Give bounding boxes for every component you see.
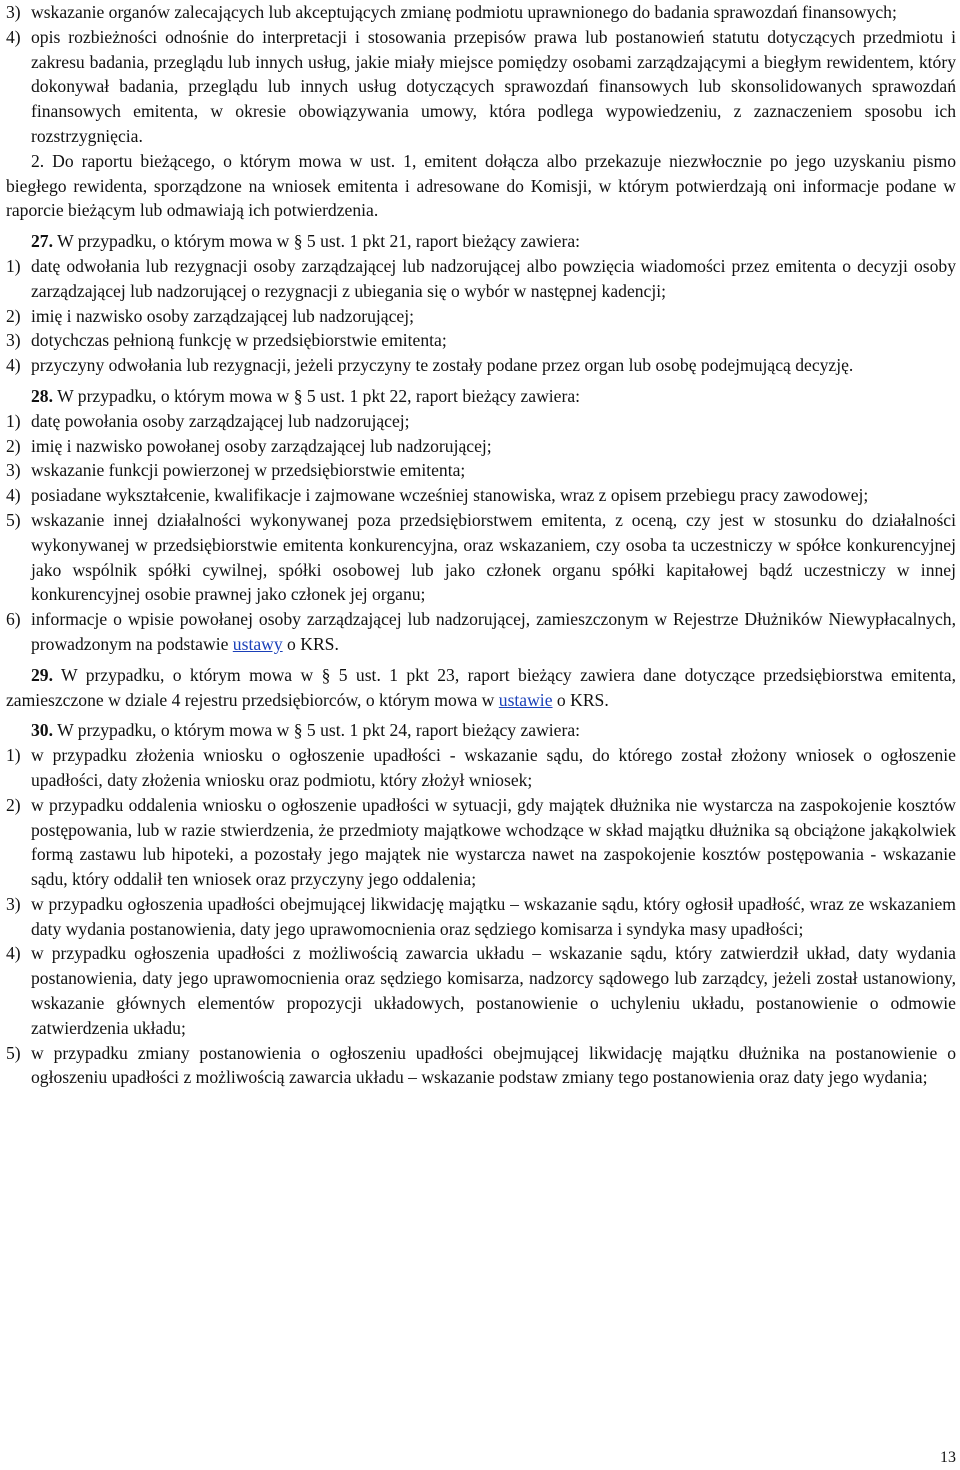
list-item-text xyxy=(31,607,956,657)
section-28 xyxy=(6,384,956,657)
list-item-text-part: informacje o wpisie powołanej osoby zarządzającej lub nadzorującej, zamieszczonym w Rejestrze Dłużników Niewypłacalnych, prowadzonym na podstawie xyxy=(31,609,956,654)
list-item-text: w przypadku złożenia wniosku o ogłoszenie upadłości - wskazanie sądu, do którego został złożony wniosek o ogłoszenie upadłości, daty złożenia wniosku oraz podmiotu, który złożył wniosek; xyxy=(31,745,956,790)
list-item-number: 3) xyxy=(6,2,21,22)
list-item-number: 1) xyxy=(6,410,21,431)
paragraph-2: 2. Do raportu bieżącego, o którym mowa w ust. 1, emitent dołącza albo przekazuje niezwłocznie po jego uzyskaniu pismo biegłego rewidenta, sporządzone na wniosek emitenta i adresowane do Komisji, w którym potwierdzają oni informacje podane w raporcie bieżącym lub odmawiają ich potwierdzenia. xyxy=(6,150,956,221)
list-item-text: wskazanie funkcji powierzonej w przedsiębiorstwie emitenta; xyxy=(31,460,466,481)
list-item xyxy=(6,25,956,149)
page-number: 13 xyxy=(940,1449,956,1466)
section-27-number: 27. xyxy=(31,231,53,252)
section-27-heading xyxy=(6,229,956,254)
section-29-text: W przypadku, o którym mowa w § 5 ust. 1 pkt 23, raport bieżący zawiera dane dotyczące przedsiębiorstwa emitenta, zamieszczone w dziale 4 rejestru przedsiębiorców, o którym mowa w xyxy=(6,664,956,710)
section-30-number: 30. xyxy=(31,720,53,741)
list-item-number: 2) xyxy=(6,305,21,326)
list-item-text: imię i nazwisko powołanej osoby zarządzającej lub nadzorującej; xyxy=(31,435,492,456)
section-27 xyxy=(6,229,956,378)
ustawy-link[interactable]: ustawy xyxy=(232,633,283,654)
list-item-number: 4) xyxy=(6,26,21,47)
list-item-text: w przypadku zmiany postanowienia o ogłoszeniu upadłości obejmującej likwidację majątku dłużnika na postanowienie o ogłoszeniu upadłości z możliwością zawarcia układu – wskazanie podstaw zmiany tego postanowienia oraz daty jego wydania; xyxy=(31,1042,956,1088)
list-item-text: imię i nazwisko osoby zarządzającej lub nadzorującej; xyxy=(31,305,414,326)
section-29-number: 29. xyxy=(31,664,53,685)
list-item xyxy=(6,328,956,353)
list-item-number: 1) xyxy=(6,745,21,766)
list-item-number: 5) xyxy=(6,509,21,530)
list-item xyxy=(6,743,956,793)
list-item-text: posiadane wykształcenie, kwalifikacje i zajmowane wcześniej stanowiska, wraz z opisem przebiegu pracy zawodowej; xyxy=(31,485,869,506)
section-29 xyxy=(6,663,956,713)
section-28-intro: W przypadku, o którym mowa w § 5 ust. 1 pkt 22, raport bieżący zawiera: xyxy=(53,385,581,406)
list-item-number: 6) xyxy=(6,609,21,630)
list-item-number: 4) xyxy=(6,485,21,506)
list-item-text: wskazanie innej działalności wykonywanej poza przedsiębiorstwem emitenta, z oceną, czy jest w stosunku do działalności wykonywanej w przedsiębiorstwie emitenta konkurencyjna, oraz wskazaniem, czy osoba ta uczestniczy w spółce konkurencyjnej jako wspólnik spółki cywilnej, spółki osobowej lub jako członek organu spółki kapitałowej bądź uczestniczy w innej konkurencyjnej osobie prawnej jako członek jej organu; xyxy=(31,509,956,605)
list-item xyxy=(6,793,956,892)
list-item xyxy=(6,353,956,378)
list-item-text: przyczyny odwołania lub rezygnacji, jeżeli przyczyny te zostały podane przez organ lub osobę podejmującą decyzję. xyxy=(31,355,854,376)
list-item xyxy=(6,434,956,459)
list-item-text: w przypadku ogłoszenia upadłości obejmującej likwidację majątku – wskazanie sądu, który ogłosił upadłość, wraz ze wskazaniem daty wydania postanowienia, daty jego uprawomocnienia oraz sędziego komisarza i syndyka masy upadłości; xyxy=(31,893,956,939)
list-item-text: w przypadku ogłoszenia upadłości z możliwością zawarcia układu – wskazanie sądu, który zatwierdził układ, daty wydania postanowienia, daty jego uprawomocnienia oraz sędziego komisarza, nadzorcy sądowego lub zarządcy, jeżeli został ustanowiony, wskazanie głównych elementów propozycji układowych, postanowienie o uchyleniu układu, postanowienie o odmowie zatwierdzenia układu; xyxy=(31,943,956,1038)
list-item xyxy=(6,304,956,329)
list-item xyxy=(6,607,956,657)
document-page xyxy=(6,0,956,1090)
list-item xyxy=(6,1041,956,1091)
list-item-text: dotychczas pełnioną funkcję w przedsiębiorstwie emitenta; xyxy=(31,330,447,351)
section-30-intro: W przypadku, o którym mowa w § 5 ust. 1 pkt 24, raport bieżący zawiera: xyxy=(53,720,581,741)
list-item xyxy=(6,254,956,304)
section-28-heading xyxy=(6,384,956,409)
list-item-number: 3) xyxy=(6,460,21,481)
list-item-text-part: o KRS. xyxy=(282,633,339,654)
section-28-number: 28. xyxy=(31,385,53,406)
list-item-number: 2) xyxy=(6,435,21,456)
list-item-number: 5) xyxy=(6,1042,21,1063)
list-item-number: 3) xyxy=(6,330,21,351)
section-30-heading xyxy=(6,718,956,743)
list-item xyxy=(6,458,956,483)
list-item-number: 4) xyxy=(6,355,21,376)
list-item xyxy=(6,0,956,25)
list-item-text: opis rozbieżności odnośnie do interpretacji i stosowania przepisów prawa lub postanowień statutu dotyczących przedmiotu i zakresu badania, przeglądu lub innych usług, jakie miały miejsce pomiędzy osobami zarządzającymi a biegłym rewidentem, który dokonywał badania, przeglądu lub innych usług dotyczących sprawozdań finansowych lub skonsolidowanych sprawozdań finansowych emitenta, w okresie obowiązywania umowy, która podlega wypowiedzeniu, z zaznaczeniem sposobu ich rozstrzygnięcia. xyxy=(31,26,956,146)
list-item-number: 1) xyxy=(6,255,21,276)
ustawie-link[interactable]: ustawie xyxy=(498,689,553,710)
list-item xyxy=(6,409,956,434)
list-item xyxy=(6,941,956,1040)
section-29-paragraph xyxy=(6,663,956,713)
section-27-intro: W przypadku, o którym mowa w § 5 ust. 1 pkt 21, raport bieżący zawiera: xyxy=(53,231,581,252)
list-item-number: 4) xyxy=(6,943,21,964)
list-item-text: datę powołania osoby zarządzającej lub nadzorującej; xyxy=(31,410,410,431)
list-item-number: 3) xyxy=(6,893,21,914)
section-29-text-end: o KRS. xyxy=(552,689,609,710)
list-item xyxy=(6,892,956,942)
list-item-number: 2) xyxy=(6,794,21,815)
list-item-text: w przypadku oddalenia wniosku o ogłoszenie upadłości w sytuacji, gdy majątek dłużnika nie wystarcza na zaspokojenie kosztów postępowania, lub w razie stwierdzenia, że przedmioty majątkowe wchodzące w skład majątku dłużnika są obciążone jakąkolwiek formą zastawu lub hipoteki, a pozostały jego majątek nie wystarcza nawet na zaspokojenie kosztów postępowania - wskazanie sądu, który oddalił ten wniosek oraz przyczyny jego oddalenia; xyxy=(31,794,956,890)
section-30 xyxy=(6,718,956,1090)
list-item-text: datę odwołania lub rezygnacji osoby zarządzającej lub nadzorującej albo powzięcia wiadomości przez emitenta o decyzji osoby zarządzającej lub nadzorującej o rezygnacji z ubiegania się o wybór w następnej kadencji; xyxy=(31,255,956,301)
list-item xyxy=(6,508,956,607)
list-item xyxy=(6,483,956,508)
list-item-text: wskazanie organów zalecających lub akceptujących zmianę podmiotu uprawnionego do badania sprawozdań finansowych; xyxy=(31,2,897,22)
